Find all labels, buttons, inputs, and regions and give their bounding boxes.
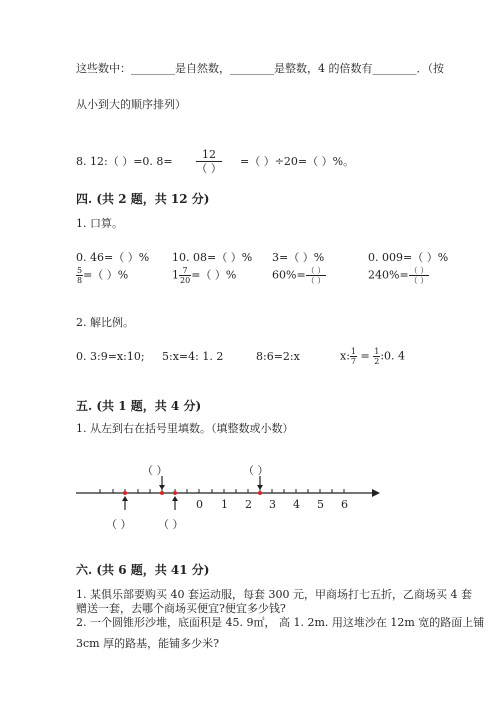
section4-q2-title: 2. 解比例。 — [76, 316, 134, 329]
oral-calc-r1c2: 10. 08=（ ）% — [172, 251, 253, 264]
oral-calc-r2c3: 60%= $\frac{( )}{( )}$ — [272, 266, 326, 285]
section6-q2-line1: 2. 一个圆锥形沙堆，底面积是 45. 9㎡， 高 1. 2m. 用这堆沙在 12m 宽的路面上铺 — [76, 616, 485, 629]
q7-line2: 从小到大的顺序排列） — [76, 98, 186, 111]
red-point — [173, 491, 177, 495]
oral-calc-r1c4: 0. 009=（ ）% — [368, 251, 449, 264]
fraction-blank: $\frac{( )}{( )}$ — [306, 266, 326, 285]
blank-above-1: （ ） — [142, 464, 168, 477]
fraction-7-20: $\frac{7}{20}$ — [180, 266, 191, 285]
red-point — [258, 491, 262, 495]
fraction-blank: $\frac{( )}{( )}$ — [409, 266, 429, 285]
tick-label-1: 1 — [221, 498, 228, 511]
q7-line1: 这些数中：________是自然数，________是整数，4 的倍数有________．（按 — [76, 62, 444, 75]
section5-title: 五. (共 1 题，共 4 分) — [76, 399, 202, 413]
section4-title: 四. (共 2 题，共 12 分) — [76, 192, 210, 206]
section6-q1-line1: 1. 某俱乐部要购买 40 套运动服，每套 300 元，甲商场打七五折，乙商场买 4 套 — [76, 588, 472, 601]
q8-prefix: 8. 12:（ ）=0. 8= — [76, 155, 173, 168]
proportion-4: x: $\frac{1}{7}$ = $\frac{1}{2}$ :0. 4 — [340, 347, 406, 366]
q8-fraction-denominator: （ ） — [196, 162, 222, 175]
proportion-2: 5:x=4: 1. 2 — [162, 350, 224, 363]
section4-q1-title: 1. 口算。 — [76, 217, 123, 230]
proportion-1: 0. 3:9=x:10; — [76, 350, 145, 363]
oral-calc-r1c3: 3=（ ）% — [272, 251, 325, 264]
red-point — [160, 491, 164, 495]
blank-below-2: （ ） — [158, 518, 184, 531]
section5-q1-title: 1. 从左到右在括号里填数。（填整数或小数） — [76, 422, 294, 435]
tick-label-2: 2 — [245, 498, 252, 511]
tick-label-4: 4 — [293, 498, 300, 511]
proportion-3: 8:6=2:x — [256, 350, 300, 363]
red-point — [123, 491, 127, 495]
oral-calc-r2c1: $\frac{5}{8}$ =（ ）% — [77, 266, 129, 285]
section6-q1-line2: 赠送一套，去哪个商场买便宜?便宜多少钱? — [76, 602, 286, 615]
tick-label-5: 5 — [317, 498, 324, 511]
blank-below-1: （ ） — [106, 518, 132, 531]
tick-label-6: 6 — [341, 498, 348, 511]
tick-label-0: 0 — [196, 498, 203, 511]
section6-title: 六. (共 6 题，共 41 分) — [76, 563, 210, 577]
fraction-5-8: $\frac{5}{8}$ — [77, 266, 83, 285]
blank-above-2: （ ） — [243, 464, 269, 477]
oral-calc-r2c4: 240%= $\frac{( )}{( )}$ — [368, 266, 429, 285]
oral-calc-r1c1: 0. 46=（ ）% — [76, 251, 150, 264]
q8-suffix: =（ ）÷20=（ ）%。 — [240, 155, 355, 168]
q8-fraction-numerator: 12 — [196, 148, 222, 162]
tick-label-3: 3 — [269, 498, 276, 511]
arrowhead-icon — [372, 489, 380, 497]
oral-calc-r2c2: 1 $\frac{7}{20}$ =（ ）% — [172, 266, 237, 285]
section6-q2-line2: 3cm 厚的路基，能铺多少米? — [76, 637, 219, 650]
